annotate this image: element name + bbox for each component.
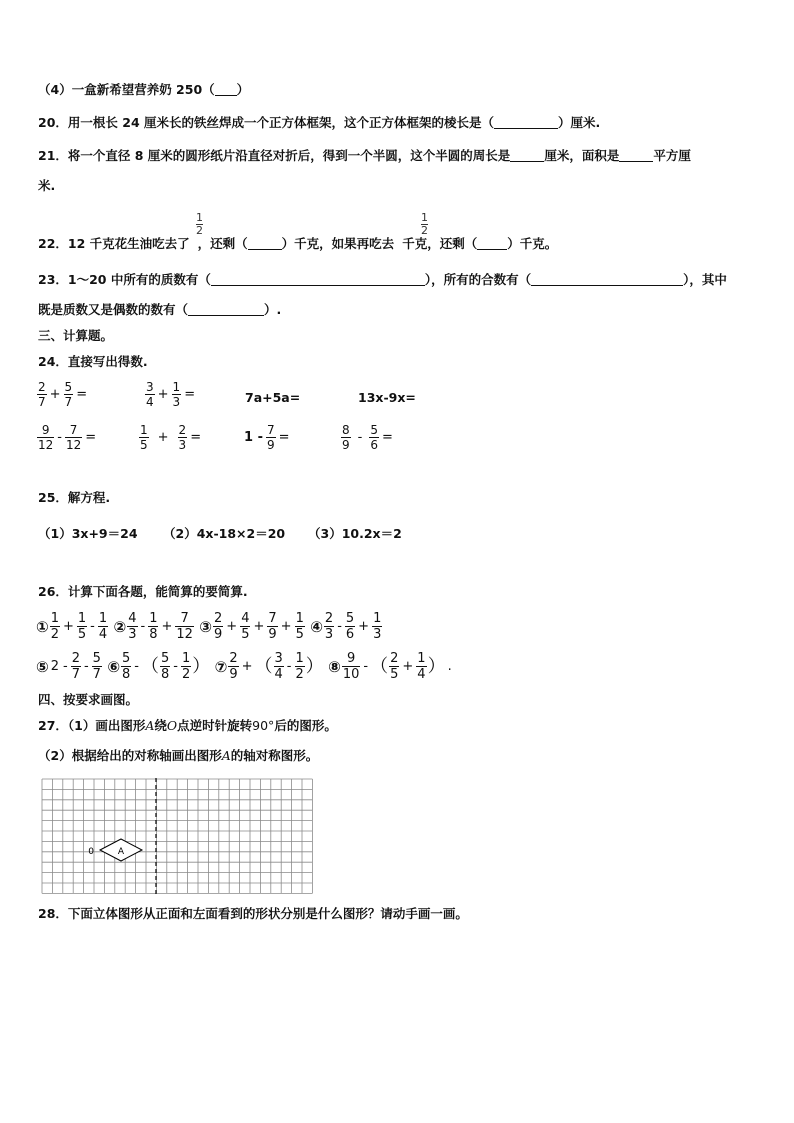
q22-frac-a-numerator: 1 [196,211,203,224]
frac-den: 5 [390,667,399,682]
equals-sign: = [184,386,196,402]
point-o-label: 0 [88,847,94,857]
circled-number-1: ① [36,617,49,636]
frac-den: 3 [128,627,137,642]
frac-num: 1 [373,611,382,626]
q20-prefix: 20．用一根长 24 厘米长的铁丝焊成一个正方体框架，这个正方体框架的棱长是（ [38,115,494,130]
frac-num: 2 [324,611,334,626]
frac-num: 5 [161,651,170,666]
frac-den: 7 [71,667,80,682]
left-paren: （ [370,655,389,677]
equals-sign: = [381,429,393,445]
q24-expr-4: 13x-9x= [358,390,416,405]
frac-num: 1 [417,651,426,666]
q22-text-e: ）千克。 [507,236,558,251]
right-paren: ） [427,655,446,677]
frac-num: 2 [71,651,80,666]
frac-den: 5 [77,627,87,642]
q23-text-d: 既是质数又是偶数的数有（ [38,302,189,317]
frac-den: 3 [178,438,187,452]
operator: - [90,618,95,634]
rotation-angle: 90° [252,718,275,733]
operator: + [253,618,265,634]
q27-text-a: 27．（1）画出图形 [38,718,146,733]
q24-expr-3: 7a+5a= [245,390,301,405]
frac-den: 7 [92,667,101,682]
q23-text-c: ），其中 [683,272,727,287]
frac-den: 3 [324,627,334,642]
q22-frac-b-denominator: 2 [421,224,428,237]
frac-num: 1 [149,611,158,626]
operator: + [62,618,74,634]
q26-row-1 [36,612,383,641]
operator: + [402,658,414,674]
question-26-title: 26．计算下面各题，能简算的要简算. [38,584,248,599]
equals-sign: = [85,429,97,445]
q23-text-b: ），所有的合数有（ [424,272,532,287]
frac-den: 7 [64,395,73,409]
operator: - [140,618,146,634]
q25-equation-2: （2）4x-18×2＝20 [163,526,286,541]
operator: - [57,429,62,445]
frac-den: 9 [266,438,275,452]
operator: - [173,658,178,674]
operator: - [134,658,139,674]
q21-text-d: 米. [38,178,56,193]
frac-den: 5 [295,627,304,642]
frac-num: 5 [64,380,73,394]
operator: - [62,658,68,674]
q21-text-a: 21．将一个直径 8 厘米的圆形纸片沿直径对折后，得到一个半圆，这个半圆的周长是 [38,148,511,163]
operator: - [363,658,369,674]
question-25-title: 25．解方程. [38,490,111,505]
frac-num: 1 [181,651,191,666]
operator: + [241,658,253,674]
question-27-part-2 [38,748,318,764]
point-label-o: O [166,718,178,733]
operator: + [280,618,292,634]
frac-den: 6 [370,438,378,452]
frac-den: 6 [345,627,355,642]
q24-expr-8 [340,424,395,451]
frac-den: 9 [229,667,238,682]
q21-area-blank[interactable] [619,149,653,162]
question-20 [38,115,600,131]
grid-lines [42,779,312,893]
q24-expr-6 [138,424,203,451]
right-paren: ） [305,655,324,677]
frac-den: 9 [342,438,350,452]
q24-expr-1 [36,381,89,408]
q24-expr-2 [144,381,197,408]
q20-suffix: ）厘米. [558,115,601,130]
q21-text-c: 平方厘 [653,148,691,163]
frac-den: 9 [214,627,223,642]
frac-num: 1 [172,380,181,394]
frac-num: 4 [241,611,250,626]
frac-den: 10 [342,667,360,682]
frac-num: 9 [37,424,54,438]
frac-den: 9 [268,627,277,642]
q22-fraction-one-half-a [196,212,203,236]
frac-num: 1 [295,651,304,666]
question-24-title: 24．直接写出得数. [38,354,148,369]
q27-text-c: 点逆时针旋转 [177,718,253,733]
frac-den: 2 [295,667,304,682]
q22-frac-b-numerator: 1 [421,211,428,224]
frac-num: 7 [65,424,82,438]
circled-number-2: ② [113,617,127,636]
q27-text-b: 绕 [154,718,167,733]
operator: - [286,658,292,674]
frac-den: 8 [149,627,158,642]
q25-equation-1: （1）3x+9＝24 [38,526,138,541]
q23-even-prime-blank[interactable] [188,303,264,316]
q27-text-f: 的轴对称图形。 [230,748,319,763]
q22-blank-2[interactable] [477,237,507,250]
question-22 [38,236,557,252]
circled-number-8: ⑧ [328,657,341,676]
figure-label-a: A [221,748,231,763]
frac-den: 8 [122,667,131,682]
q25-equation-3: （3）10.2x＝2 [308,526,402,541]
frac-num: 1 [77,611,87,626]
frac-den: 8 [161,667,170,682]
frac-num: 1 [98,611,108,626]
circled-number-5: ⑤ [36,657,49,676]
frac-num: 7 [175,612,194,627]
operator: + [157,386,169,402]
frac-num: 1 [295,611,304,626]
q24-expr-7 [242,424,292,451]
q21-text-b: 厘米，面积是 [544,148,620,163]
circled-number-4: ④ [310,617,323,636]
q22-fraction-one-half-b [421,212,428,236]
frac-den: 12 [65,438,82,452]
frac-num: 2 [214,611,223,626]
operator: - [357,429,363,445]
circled-number-6: ⑥ [107,657,121,676]
frac-den: 3 [373,627,382,642]
q23-text-a: 23．1～20 中所有的质数有（ [38,272,211,287]
frac-num: 9 [342,652,361,667]
right-paren: ） [192,655,211,677]
q22-text-a: 22．12 千克花生油吃去了 [38,236,190,251]
q19-suffix: ） [236,82,250,97]
frac-den: 7 [38,395,46,409]
frac-num: 5 [92,651,101,666]
frac-den: 5 [140,438,148,452]
q20-answer-blank[interactable] [494,116,558,129]
frac-num: 5 [345,611,355,626]
equals-sign: = [76,386,88,402]
q22-frac-a-denominator: 2 [196,224,203,237]
q22-blank-1[interactable] [248,237,282,250]
frac-num: 7 [268,611,277,626]
question-27-part-1 [38,718,337,734]
question-19-item-4 [38,82,249,98]
frac-num: 5 [370,423,378,437]
section-4-heading: 四、按要求画图。 [38,692,139,707]
q23-composites-blank[interactable] [531,273,683,286]
frac-num: 2 [178,423,187,437]
question-23-line-2 [38,302,281,318]
figure-label-a: A [145,718,155,733]
question-23-line-1 [38,272,727,288]
left-paren: （ [254,655,273,677]
frac-num: 2 [38,380,46,394]
operator: + [161,618,173,634]
frac-num: 2 [229,651,238,666]
frac-den: 4 [274,667,283,682]
q22-text-b: ，还剩（ [197,236,248,251]
frac-num: 8 [342,423,350,437]
frac-den: 4 [417,667,426,682]
frac-den: 12 [38,438,54,452]
q27-text-d: 后的图形。 [274,718,337,733]
frac-num: 3 [146,380,154,394]
lead-term: 1 - [244,429,263,445]
frac-num: 7 [266,423,275,437]
circled-number-7: ⑦ [214,657,228,676]
q22-text-d: 千克，还剩（ [402,236,478,251]
frac-den: 12 [176,627,193,642]
figure-a-label: A [117,847,125,857]
operator: + [157,429,169,445]
frac-den: 5 [241,627,250,642]
q19-prefix: （4）一盒新希望营养奶 250（ [38,82,215,97]
frac-den: 2 [181,667,191,682]
circled-number-3: ③ [199,617,212,636]
operator: + [358,618,370,634]
question-21-line-1 [38,148,691,164]
q23-primes-blank[interactable] [211,273,425,286]
period: . [447,658,452,674]
operator: + [49,386,61,402]
frac-num: 3 [274,651,283,666]
frac-den: 3 [172,395,181,409]
frac-num: 4 [128,611,137,626]
frac-num: 5 [122,651,131,666]
q27-text-e: （2）根据给出的对称轴画出图形 [38,748,222,763]
frac-den: 4 [146,395,154,409]
operator: - [83,658,89,674]
equals-sign: = [190,429,202,445]
question-28: 28．下面立体图形从正面和左面看到的形状分别是什么图形？请动手画一画。 [38,906,468,921]
frac-num: 1 [50,611,59,626]
q21-perimeter-blank[interactable] [510,149,544,162]
operator: - [337,618,342,634]
frac-num: 2 [390,651,399,666]
question-21-line-2 [38,178,55,194]
q19-answer-blank[interactable] [215,83,237,96]
frac-den: 2 [50,627,59,642]
q23-text-e: ）. [264,302,282,317]
q22-text-c: ）千克，如果再吃去 [281,236,395,251]
left-paren: （ [141,655,159,677]
q24-expr-5 [36,424,98,451]
drawing-grid[interactable] [41,778,313,894]
frac-den: 4 [98,627,108,642]
frac-num: 1 [140,423,148,437]
q26-row-2 [36,652,454,681]
whole-number: 2 [50,658,59,674]
section-3-heading: 三、计算题。 [38,328,114,343]
equals-sign: = [278,429,290,445]
operator: + [226,618,238,634]
